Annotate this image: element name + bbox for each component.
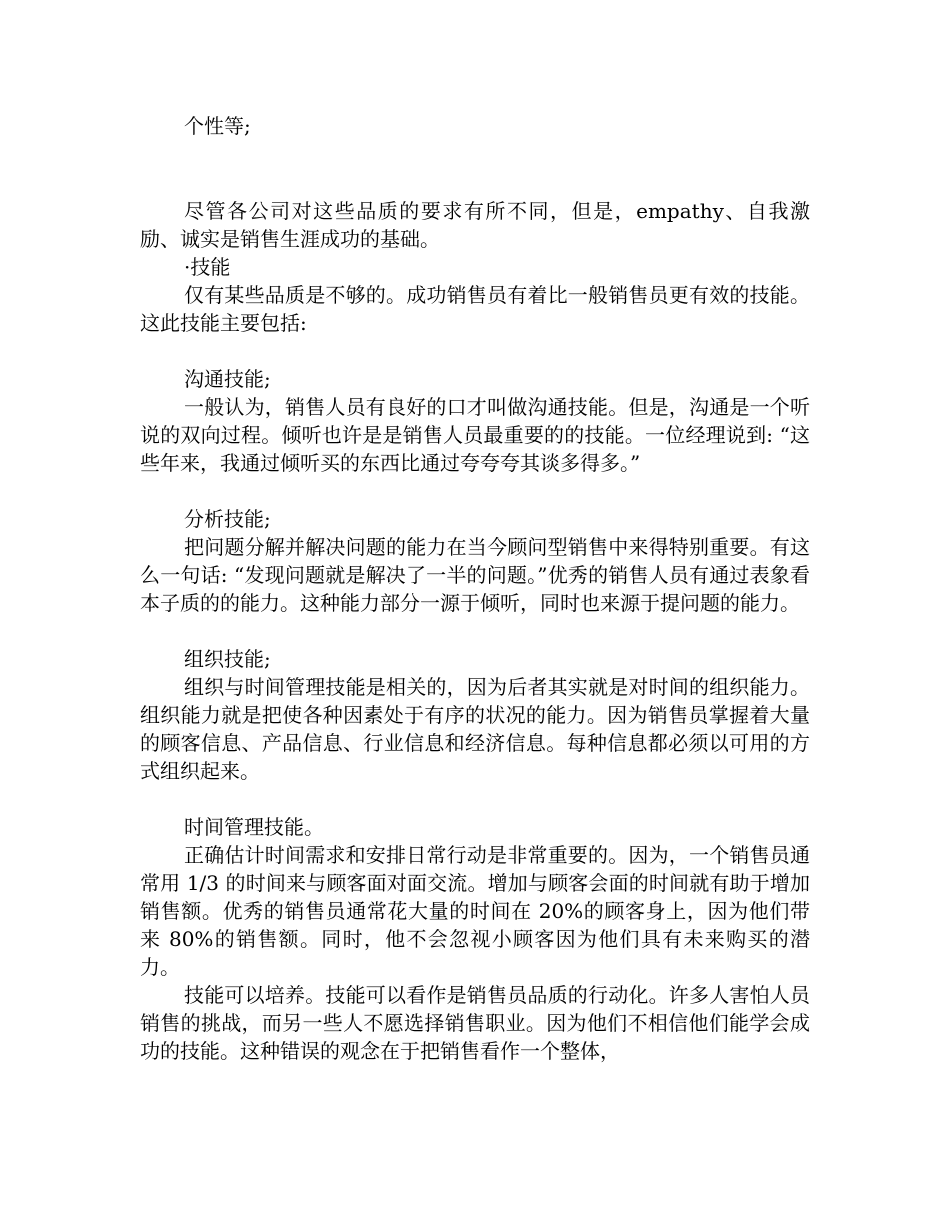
section-heading-skills: ·技能: [184, 255, 231, 279]
document-body: [140, 112, 810, 1065]
paragraph-gap: [140, 785, 810, 813]
paragraph-gap: [140, 337, 810, 365]
subheading-organization: 组织技能;: [184, 647, 271, 671]
subheading-analysis: 分析技能;: [184, 507, 271, 531]
paragraph-gap: [140, 617, 810, 645]
paragraph-qualities-basis: 尽管各公司对这些品质的要求有所不同，但是，empathy、自我激励、诚实是销售生涯成功的基础。: [140, 199, 810, 251]
paragraph-organization: 组织与时间管理技能是相关的，因为后者其实就是对时间的组织能力。组织能力就是把使各种因素处于有序的状况的能力。因为销售员掌握着大量的顾客信息、产品信息、行业信息和经济信息。每种信息都必须以可用的方式组织起来。: [140, 675, 810, 783]
paragraph-communication: 一般认为，销售人员有良好的口才叫做沟通技能。但是，沟通是一个听说的双向过程。倾听也许是是销售人员最重要的的技能。一位经理说到: “这些年来，我通过倾听买的东西比通过夸夸夸其谈多得多。”: [140, 395, 810, 475]
paragraph-time-management: 正确估计时间需求和安排日常行动是非常重要的。因为，一个销售员通常用 1/3 的时间来与顾客面对面交流。增加与顾客会面的时间就有助于增加销售额。优秀的销售员通常花大量的时间在 20%的顾客身上，因为他们带来 80%的销售额。同时，他不会忽视小顾客因为他们具有未来购买的潜力。: [140, 843, 810, 979]
paragraph-skills-trainable: 技能可以培养。技能可以看作是销售员品质的行动化。许多人害怕人员销售的挑战，而另一些人不愿选择销售职业。因为他们不相信他们能学会成功的技能。这种错误的观念在于把销售看作一个整体，: [140, 983, 810, 1063]
paragraph-personality: 个性等;: [184, 114, 251, 138]
paragraph-gap: [140, 477, 810, 505]
subheading-communication: 沟通技能;: [184, 367, 271, 391]
paragraph-analysis: 把问题分解并解决问题的能力在当今顾问型销售中来得特别重要。有这么一句话: “发现问题就是解决了一半的问题。”优秀的销售人员有通过表象看本子质的的能力。这种能力部分一源于倾听，同时也来源于提问题的能力。: [140, 535, 810, 615]
paragraph-skills-intro: 仅有某些品质是不够的。成功销售员有着比一般销售员更有效的技能。这此技能主要包括:: [140, 283, 810, 335]
subheading-time-management: 时间管理技能。: [184, 815, 324, 839]
paragraph-gap: [140, 140, 810, 197]
